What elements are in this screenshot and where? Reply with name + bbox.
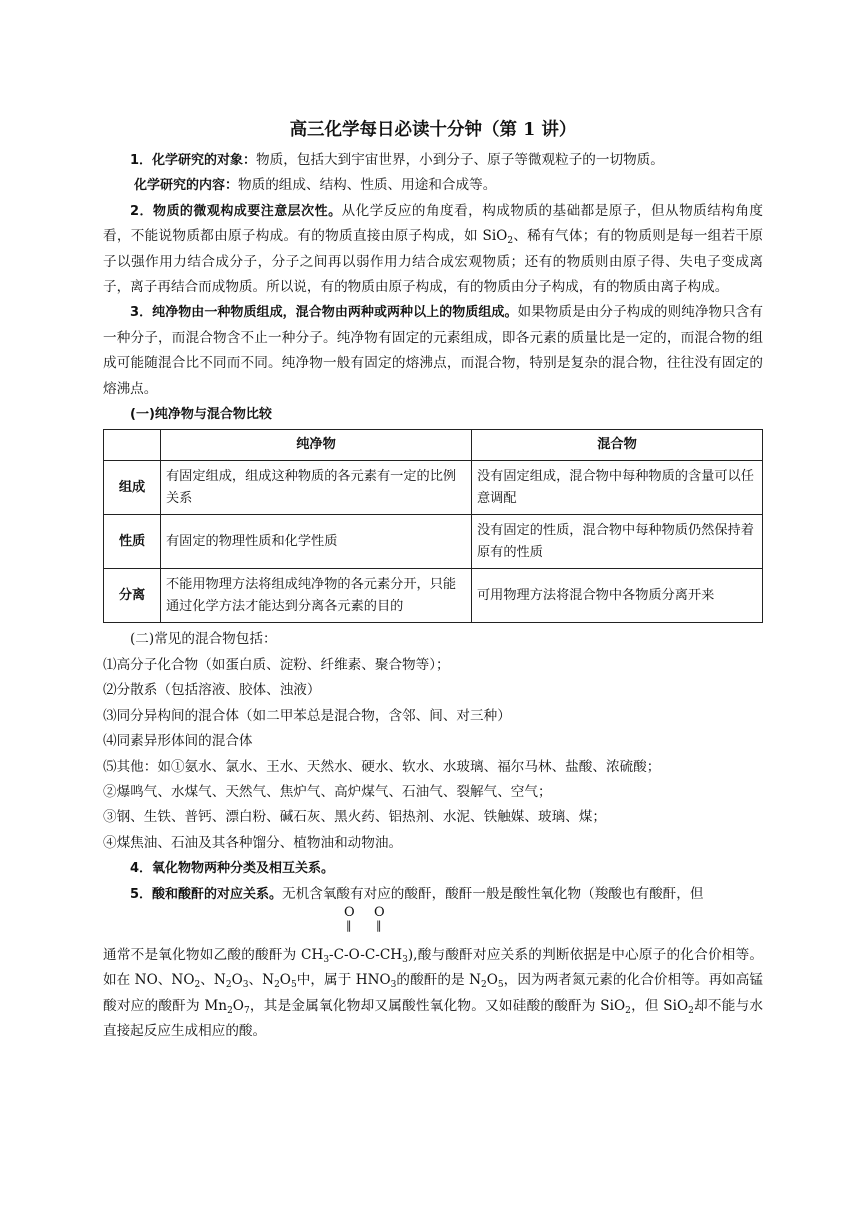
subscript: 5 (497, 980, 504, 991)
text: O (486, 972, 498, 989)
text: 的酸酐的是 N (396, 972, 481, 989)
text: 、N (200, 972, 226, 989)
section-1-text: 物质，包括大到宇宙世界，小到分子、原子等微观粒子的一切物质。 (256, 152, 664, 168)
subscript: 2 (227, 1005, 233, 1016)
text: 却不能与水直接起反应生成相应的酸。 (103, 997, 764, 1040)
table-header-pure: 纯净物 (161, 430, 472, 461)
section-2-text-b: 、稀有气体；有的物质则是每一组若干原子以强作用力结合成分子，分子之间再以弱作用力结合成宏观物质；还有的物质则由原子得、失电子变成离子，离子再结合而成物质。所以说，有的物质由原子构成，有的物质由分子构成，有的物质由离子构成。 (103, 228, 764, 296)
subscript: 3 (323, 954, 330, 965)
double-bond: ‖ (376, 918, 381, 932)
section-2-heading: 2．物质的微观构成要注意层次性。 (130, 203, 342, 219)
section-4-heading: 4．氧化物物两种分类及相互关系。 (130, 861, 335, 877)
subscript: 2 (194, 980, 201, 991)
table-header-row (104, 430, 763, 461)
section-1-content (103, 173, 763, 198)
carbonyl-oxygen: O (374, 904, 385, 920)
table-cell: 不能用物理方法将组成纯净物的各元素分开，只能通过化学方法才能达到分离各元素的目的 (161, 569, 472, 623)
table-cell: 有固定的物理性质和化学性质 (161, 515, 472, 569)
table-caption (103, 402, 763, 427)
table-header-empty (104, 430, 161, 461)
table-cell: 没有固定的性质，混合物中每种物质仍然保持着原有的性质 (472, 515, 763, 569)
section-3-heading: 3．纯净物由一种物质组成，混合物由两种或两种以上的物质组成。 (130, 305, 518, 321)
subscript: 7 (243, 1005, 250, 1016)
list-item: ③钢、生铁、普钙、漂白粉、碱石灰、黑火药、铝热剂、水泥、铁触媒、玻璃、煤； (103, 809, 606, 826)
subscript: 2 (274, 980, 280, 991)
page-title: 高三化学每日必读十分钟（第 1 讲） (289, 120, 577, 140)
mixtures-caption: (二)常见的混合物包括： (130, 631, 277, 648)
subscript: 3 (390, 980, 397, 991)
table-row (104, 461, 763, 515)
text: ),酸与酸酐对应关系的判断依据是中心原子的化合价相等。如在 NO、NO (103, 946, 764, 989)
table-row (104, 569, 763, 623)
section-3-text: 如果物质是由分子构成的则纯净物只含有一种分子，而混合物含不止一种分子。纯净物有固定的元素组成，即各元素的质量比是一定的，而混合物的组成可能随混合比不同而不同。纯净物一般有固定的熔沸点，而混合物，特别是复杂的混合物，往往没有固定的熔沸点。 (103, 304, 764, 397)
subscript: 2 (688, 1005, 694, 1016)
list-item: ⑷同素异形体间的混合体 (103, 733, 253, 750)
list-item: ⑴高分子化合物（如蛋白质、淀粉、纤维素、聚合物等）； (103, 656, 450, 673)
table-row (104, 515, 763, 569)
text: -C-O-C-CH (329, 946, 403, 963)
list-item: ⑶同分异构间的混合体（如二甲苯总是混合物，含邻、间、对三种） (103, 707, 511, 724)
subscript: 2 (507, 236, 514, 247)
subscript: 5 (290, 980, 297, 991)
section-1-text-2: 物质的组成、结构、性质、用途和合成等。 (238, 177, 497, 194)
text: O (232, 997, 244, 1014)
table-cell: 可用物理方法将混合物中各物质分离开来 (472, 569, 763, 623)
section-1-object (103, 148, 763, 173)
section-3 (103, 300, 763, 402)
text: ，其是金属氧化物却又属酸性氧化物。又如硅酸的酸酐为 SiO (249, 997, 626, 1014)
section-5-line-1 (103, 882, 763, 907)
text: O (279, 972, 291, 989)
row-label: 分离 (104, 569, 161, 623)
text: ，因为两者氮元素的化合价相等。再如高锰酸对应的酸酐为 Mn (103, 972, 764, 1014)
text: ，但 SiO (630, 997, 689, 1014)
row-label: 性质 (104, 515, 161, 569)
section-5-heading: 5．酸和酸酐的对应关系。 (130, 886, 283, 902)
list-item: ⑵分散系（包括溶液、胶体、浊液） (103, 682, 321, 699)
section-2 (103, 199, 763, 301)
list-item: ②爆鸣气、水煤气、天然气、焦炉气、高炉煤气、石油气、裂解气、空气； (103, 783, 552, 800)
subscript: 2 (625, 1005, 631, 1016)
table-caption-text: (一)纯净物与混合物比较 (130, 407, 272, 423)
carbonyl-oxygen: O (344, 904, 355, 920)
document-page (103, 118, 763, 1045)
section-4 (103, 856, 763, 881)
subscript: 3 (402, 954, 408, 965)
table-header-mixture: 混合物 (472, 430, 763, 461)
comparison-table (103, 429, 763, 623)
list-item: ⑸其他：如①氨水、氯水、王水、天然水、硬水、软水、水玻璃、福尔马林、盐酸、浓硫酸； (103, 758, 661, 775)
section-1-heading: 1．化学研究的对象： (130, 153, 257, 168)
subscript: 3 (242, 980, 249, 991)
table-cell: 没有固定组成，混合物中每种物质的含量可以任意调配 (472, 461, 763, 515)
table-cell: 有固定组成，组成这种物质的各元素有一定的比例关系 (161, 461, 472, 515)
text: 通常不是氧化物如乙酸的酸酐为 CH (103, 946, 324, 963)
subscript: 2 (225, 980, 232, 991)
subscript: 2 (480, 980, 487, 991)
section-2-text-a: 从化学反应的角度看，构成物质的基础都是原子，但从物质结构角度看，不能说物质都由原子构成。有的物质直接由原子构成，如 SiO (103, 202, 763, 245)
section-5-text-1: 无机含氧酸有对应的酸酐，酸酐一般是酸性氧化物（羧酸也有酸酐，但 (282, 885, 704, 902)
text: 中，属于 HNO (296, 972, 391, 989)
list-item: ④煤焦油、石油及其各种馏分、植物油和动物油。 (103, 834, 403, 851)
row-label: 组成 (104, 461, 161, 515)
section-5-body (103, 943, 763, 1045)
double-bond: ‖ (346, 918, 351, 932)
section-1-heading-2: 化学研究的内容： (134, 178, 239, 194)
text: 、N (248, 972, 275, 989)
anhydride-formula-carbonyls (103, 904, 763, 947)
text: O (231, 972, 243, 989)
